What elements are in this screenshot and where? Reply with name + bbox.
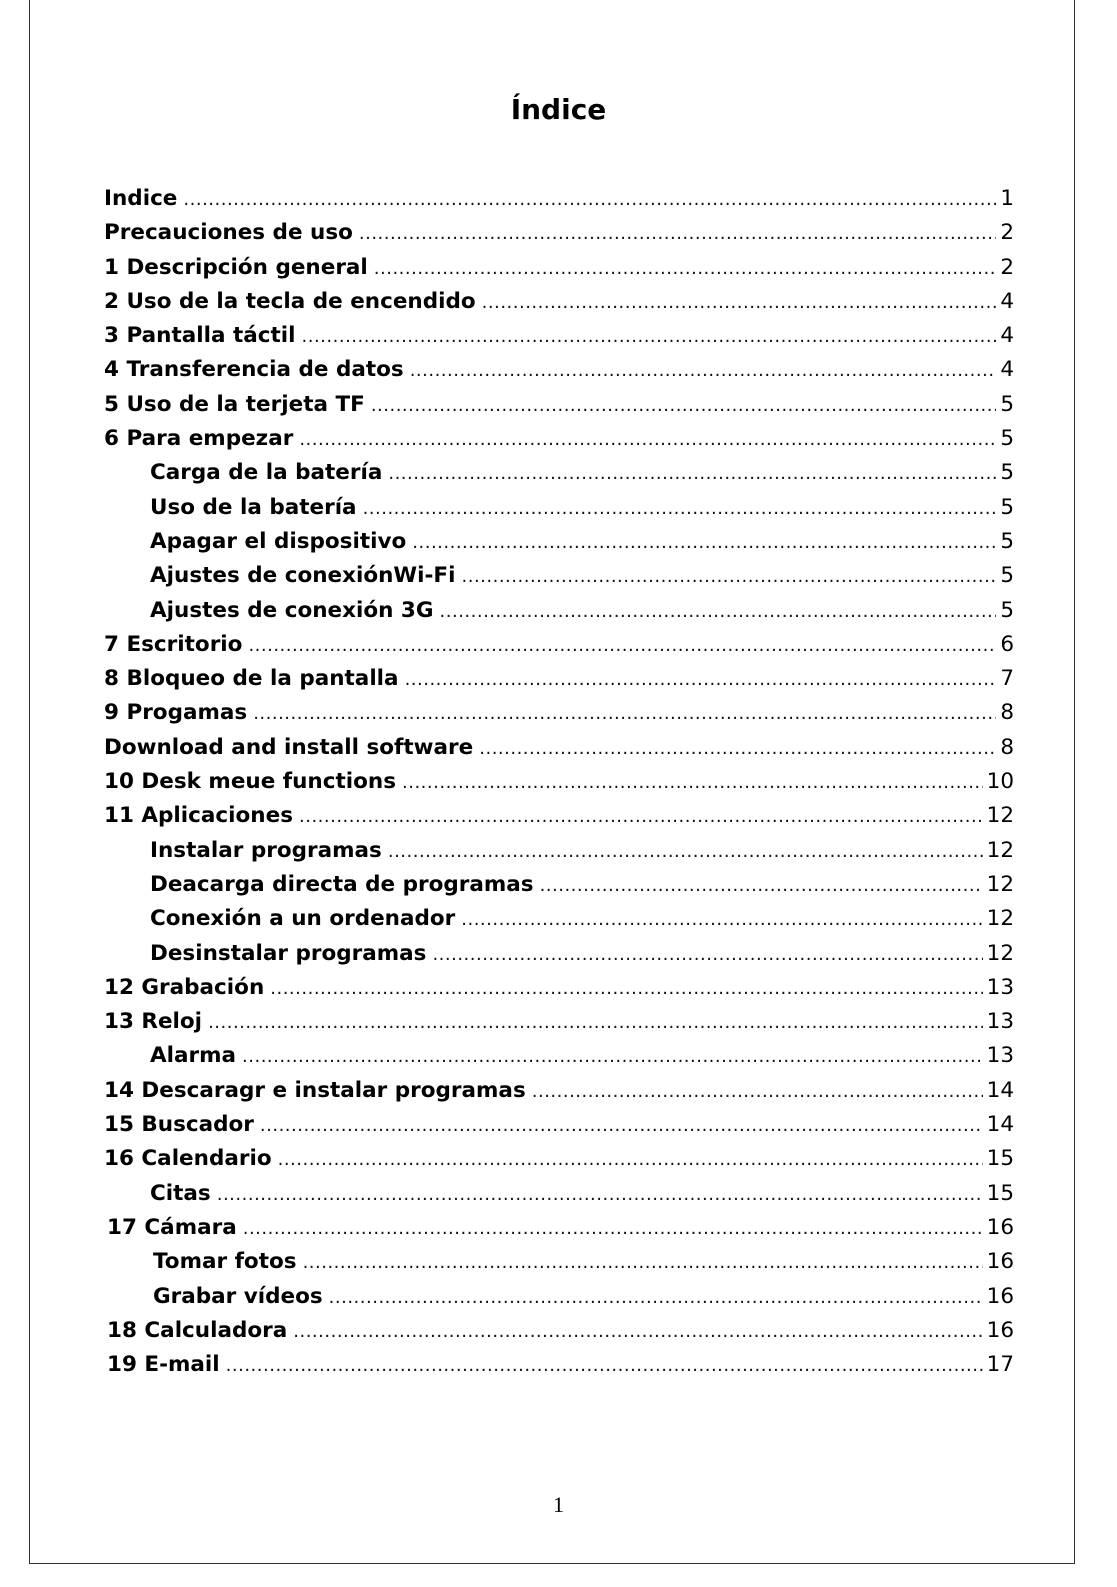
toc-dot-leader: [260, 1109, 983, 1143]
toc-entry-page: 16: [986, 1214, 1014, 1240]
toc-dot-leader: [278, 1143, 983, 1177]
toc-entry-page: 4: [1000, 288, 1014, 314]
toc-dot-leader: [270, 972, 982, 1006]
toc-entry-page: 1: [1000, 186, 1014, 211]
toc-entry-page: 15: [986, 1146, 1014, 1172]
toc-entry[interactable]: [104, 1211, 1014, 1245]
toc-entry-label: Indice: [104, 186, 178, 211]
toc-entry-page: 12: [986, 837, 1014, 863]
toc-subentry[interactable]: [104, 937, 1014, 971]
toc-entry-label: Instalar programas: [150, 837, 382, 863]
toc-entry[interactable]: [104, 353, 1014, 387]
toc-entry-label: Ajustes de conexiónWi-Fi: [150, 563, 456, 589]
toc-dot-leader: [440, 595, 997, 629]
toc-entry[interactable]: [104, 422, 1014, 456]
toc-entry-label: 13 Reloj: [104, 1009, 203, 1035]
toc-dot-leader: [432, 938, 982, 972]
toc-dot-leader: [402, 766, 983, 800]
toc-entry-label: 12 Grabación: [104, 974, 265, 1000]
toc-dot-leader: [388, 457, 996, 491]
toc-entry-page: 12: [986, 940, 1014, 966]
toc-entry-label: 16 Calendario: [104, 1146, 272, 1172]
toc-entry-page: 12: [986, 871, 1014, 897]
toc-dot-leader: [363, 492, 997, 526]
toc-entry-page: 12: [986, 803, 1014, 829]
toc-dot-leader: [359, 217, 996, 251]
toc-subentry[interactable]: [104, 1177, 1014, 1211]
toc-entry-page: 6: [1000, 631, 1014, 657]
toc-entry-label: 3 Pantalla táctil: [104, 323, 296, 349]
toc-entry[interactable]: [104, 799, 1014, 833]
toc-subentry[interactable]: [104, 834, 1014, 868]
toc-entry[interactable]: [104, 1314, 1014, 1348]
toc-entry-page: 13: [986, 1009, 1014, 1035]
toc-dot-leader: [226, 1349, 983, 1383]
toc-entry-label: Alarma: [150, 1043, 237, 1069]
toc-entry-page: 5: [1000, 391, 1014, 417]
toc-entry-label: 11 Aplicaciones: [104, 803, 293, 829]
page-number: 1: [553, 1492, 564, 1517]
toc-entry-label: Ajustes de conexión 3G: [150, 597, 434, 623]
toc-entry-page: 12: [986, 906, 1014, 932]
toc-entry-label: 5 Uso de la terjeta TF: [104, 391, 365, 417]
toc-entry-label: 8 Bloqueo de la pantalla: [104, 666, 399, 692]
toc-entry-page: 5: [1000, 597, 1014, 623]
toc-entry-label: 19 E-mail: [107, 1352, 220, 1378]
toc-entry-page: 5: [1000, 563, 1014, 589]
toc-entry-page: 14: [986, 1077, 1014, 1103]
toc-subentry[interactable]: [104, 1039, 1014, 1073]
toc-entry-page: 5: [1000, 494, 1014, 520]
toc-entry[interactable]: [104, 1074, 1014, 1108]
toc-entry[interactable]: [104, 1108, 1014, 1142]
toc-entry[interactable]: [104, 388, 1014, 422]
toc-dot-leader: [412, 526, 996, 560]
toc-dot-leader: [299, 800, 983, 834]
toc-entry-page: 5: [1000, 426, 1014, 452]
toc-entry-label: 17 Cámara: [107, 1214, 237, 1240]
toc-dot-leader: [243, 1212, 983, 1246]
toc-dot-leader: [183, 183, 996, 217]
toc-entry-label: Carga de la batería: [150, 460, 383, 486]
toc-subentry[interactable]: [104, 491, 1014, 525]
toc-subentry[interactable]: [104, 594, 1014, 628]
toc-entry-page: 10: [986, 769, 1014, 795]
toc-entry-label: Apagar el dispositivo: [150, 528, 407, 554]
toc-dot-leader: [462, 560, 997, 594]
toc-entry[interactable]: [104, 285, 1014, 319]
toc-dot-leader: [293, 1315, 982, 1349]
toc-entry-label: 14 Descaragr e instalar programas: [104, 1077, 526, 1103]
toc-entry-page: 16: [986, 1317, 1014, 1343]
toc-entry-label: 18 Calculadora: [107, 1317, 288, 1343]
toc-dot-leader: [374, 252, 997, 286]
toc-entry[interactable]: [104, 182, 1014, 216]
toc-dot-leader: [388, 835, 983, 869]
toc-entry-label: 1 Descripción general: [104, 254, 368, 280]
toc-subentry[interactable]: [104, 525, 1014, 559]
toc-entry[interactable]: [104, 662, 1014, 696]
toc-entry[interactable]: [104, 971, 1014, 1005]
toc-entry-label: Citas: [150, 1180, 211, 1206]
toc-entry-page: 5: [1000, 460, 1014, 486]
toc-entry-label: 15 Buscador: [104, 1112, 254, 1138]
toc-entry-label: 9 Progamas: [104, 700, 248, 726]
toc-entry[interactable]: [104, 1005, 1014, 1039]
toc-dot-leader: [217, 1178, 983, 1212]
toc-dot-leader: [405, 663, 997, 697]
toc-dot-leader: [540, 869, 983, 903]
toc-entry-page: 17: [986, 1352, 1014, 1378]
toc-entry[interactable]: [104, 1142, 1014, 1176]
toc-entry-label: 4 Transferencia de datos: [104, 357, 404, 383]
toc-entry-label: Conexión a un ordenador: [150, 906, 456, 932]
toc-entry-page: 16: [986, 1283, 1014, 1309]
toc-entry-page: 8: [1000, 700, 1014, 726]
toc-dot-leader: [208, 1006, 983, 1040]
toc-entry[interactable]: [104, 731, 1014, 765]
toc-entry-page: 2: [1000, 220, 1014, 246]
toc-entry-label: Download and install software: [104, 734, 474, 760]
toc-dot-leader: [329, 1281, 983, 1315]
toc-entry-page: 5: [1000, 528, 1014, 554]
toc-entry-label: Desinstalar programas: [150, 940, 427, 966]
toc-entry-page: 2: [1000, 254, 1014, 280]
toc-dot-leader: [299, 423, 996, 457]
toc-entry-page: 13: [986, 1043, 1014, 1069]
toc-entry-label: Tomar fotos: [153, 1249, 297, 1275]
toc-subentry[interactable]: [104, 1280, 1014, 1314]
toc-entry-page: 16: [986, 1249, 1014, 1275]
toc-subentry[interactable]: [104, 559, 1014, 593]
toc-entry-page: 8: [1000, 734, 1014, 760]
toc-entry-label: 6 Para empezar: [104, 426, 294, 452]
toc-dot-leader: [302, 320, 997, 354]
toc-entry-label: 2 Uso de la tecla de encendido: [104, 288, 476, 314]
toc-subentry[interactable]: [104, 456, 1014, 490]
toc-entry-label: 10 Desk meue functions: [104, 769, 397, 795]
toc-dot-leader: [248, 629, 996, 663]
table-of-contents: [104, 182, 1014, 1382]
toc-dot-leader: [303, 1246, 983, 1280]
toc-entry-page: 7: [1000, 666, 1014, 692]
toc-dot-leader: [532, 1075, 983, 1109]
toc-entry[interactable]: [104, 696, 1014, 730]
toc-entry-page: 4: [1000, 323, 1014, 349]
toc-entry[interactable]: [104, 1348, 1014, 1382]
toc-entry[interactable]: [104, 251, 1014, 285]
toc-subentry[interactable]: [104, 1245, 1014, 1279]
toc-entry-label: 7 Escritorio: [104, 631, 243, 657]
toc-entry-label: Deacarga directa de programas: [150, 871, 534, 897]
toc-entry-label: Uso de la batería: [150, 494, 357, 520]
toc-dot-leader: [479, 732, 996, 766]
toc-dot-leader: [482, 286, 997, 320]
toc-entry-page: 15: [986, 1180, 1014, 1206]
toc-subentry[interactable]: [104, 902, 1014, 936]
toc-dot-leader: [253, 697, 996, 731]
toc-entry[interactable]: [104, 319, 1014, 353]
toc-entry-label: Precauciones de uso: [104, 220, 353, 246]
toc-entry[interactable]: [104, 765, 1014, 799]
toc-entry-label: Grabar vídeos: [153, 1283, 323, 1309]
page-title: Índice: [510, 93, 607, 126]
toc-subentry[interactable]: [104, 868, 1014, 902]
toc-entry-page: 14: [986, 1112, 1014, 1138]
toc-dot-leader: [410, 354, 997, 388]
toc-entry-page: 4: [1000, 357, 1014, 383]
toc-entry[interactable]: [104, 628, 1014, 662]
toc-entry[interactable]: [104, 216, 1014, 250]
toc-dot-leader: [371, 389, 996, 423]
toc-dot-leader: [242, 1040, 983, 1074]
toc-dot-leader: [461, 903, 982, 937]
toc-entry-page: 13: [986, 974, 1014, 1000]
